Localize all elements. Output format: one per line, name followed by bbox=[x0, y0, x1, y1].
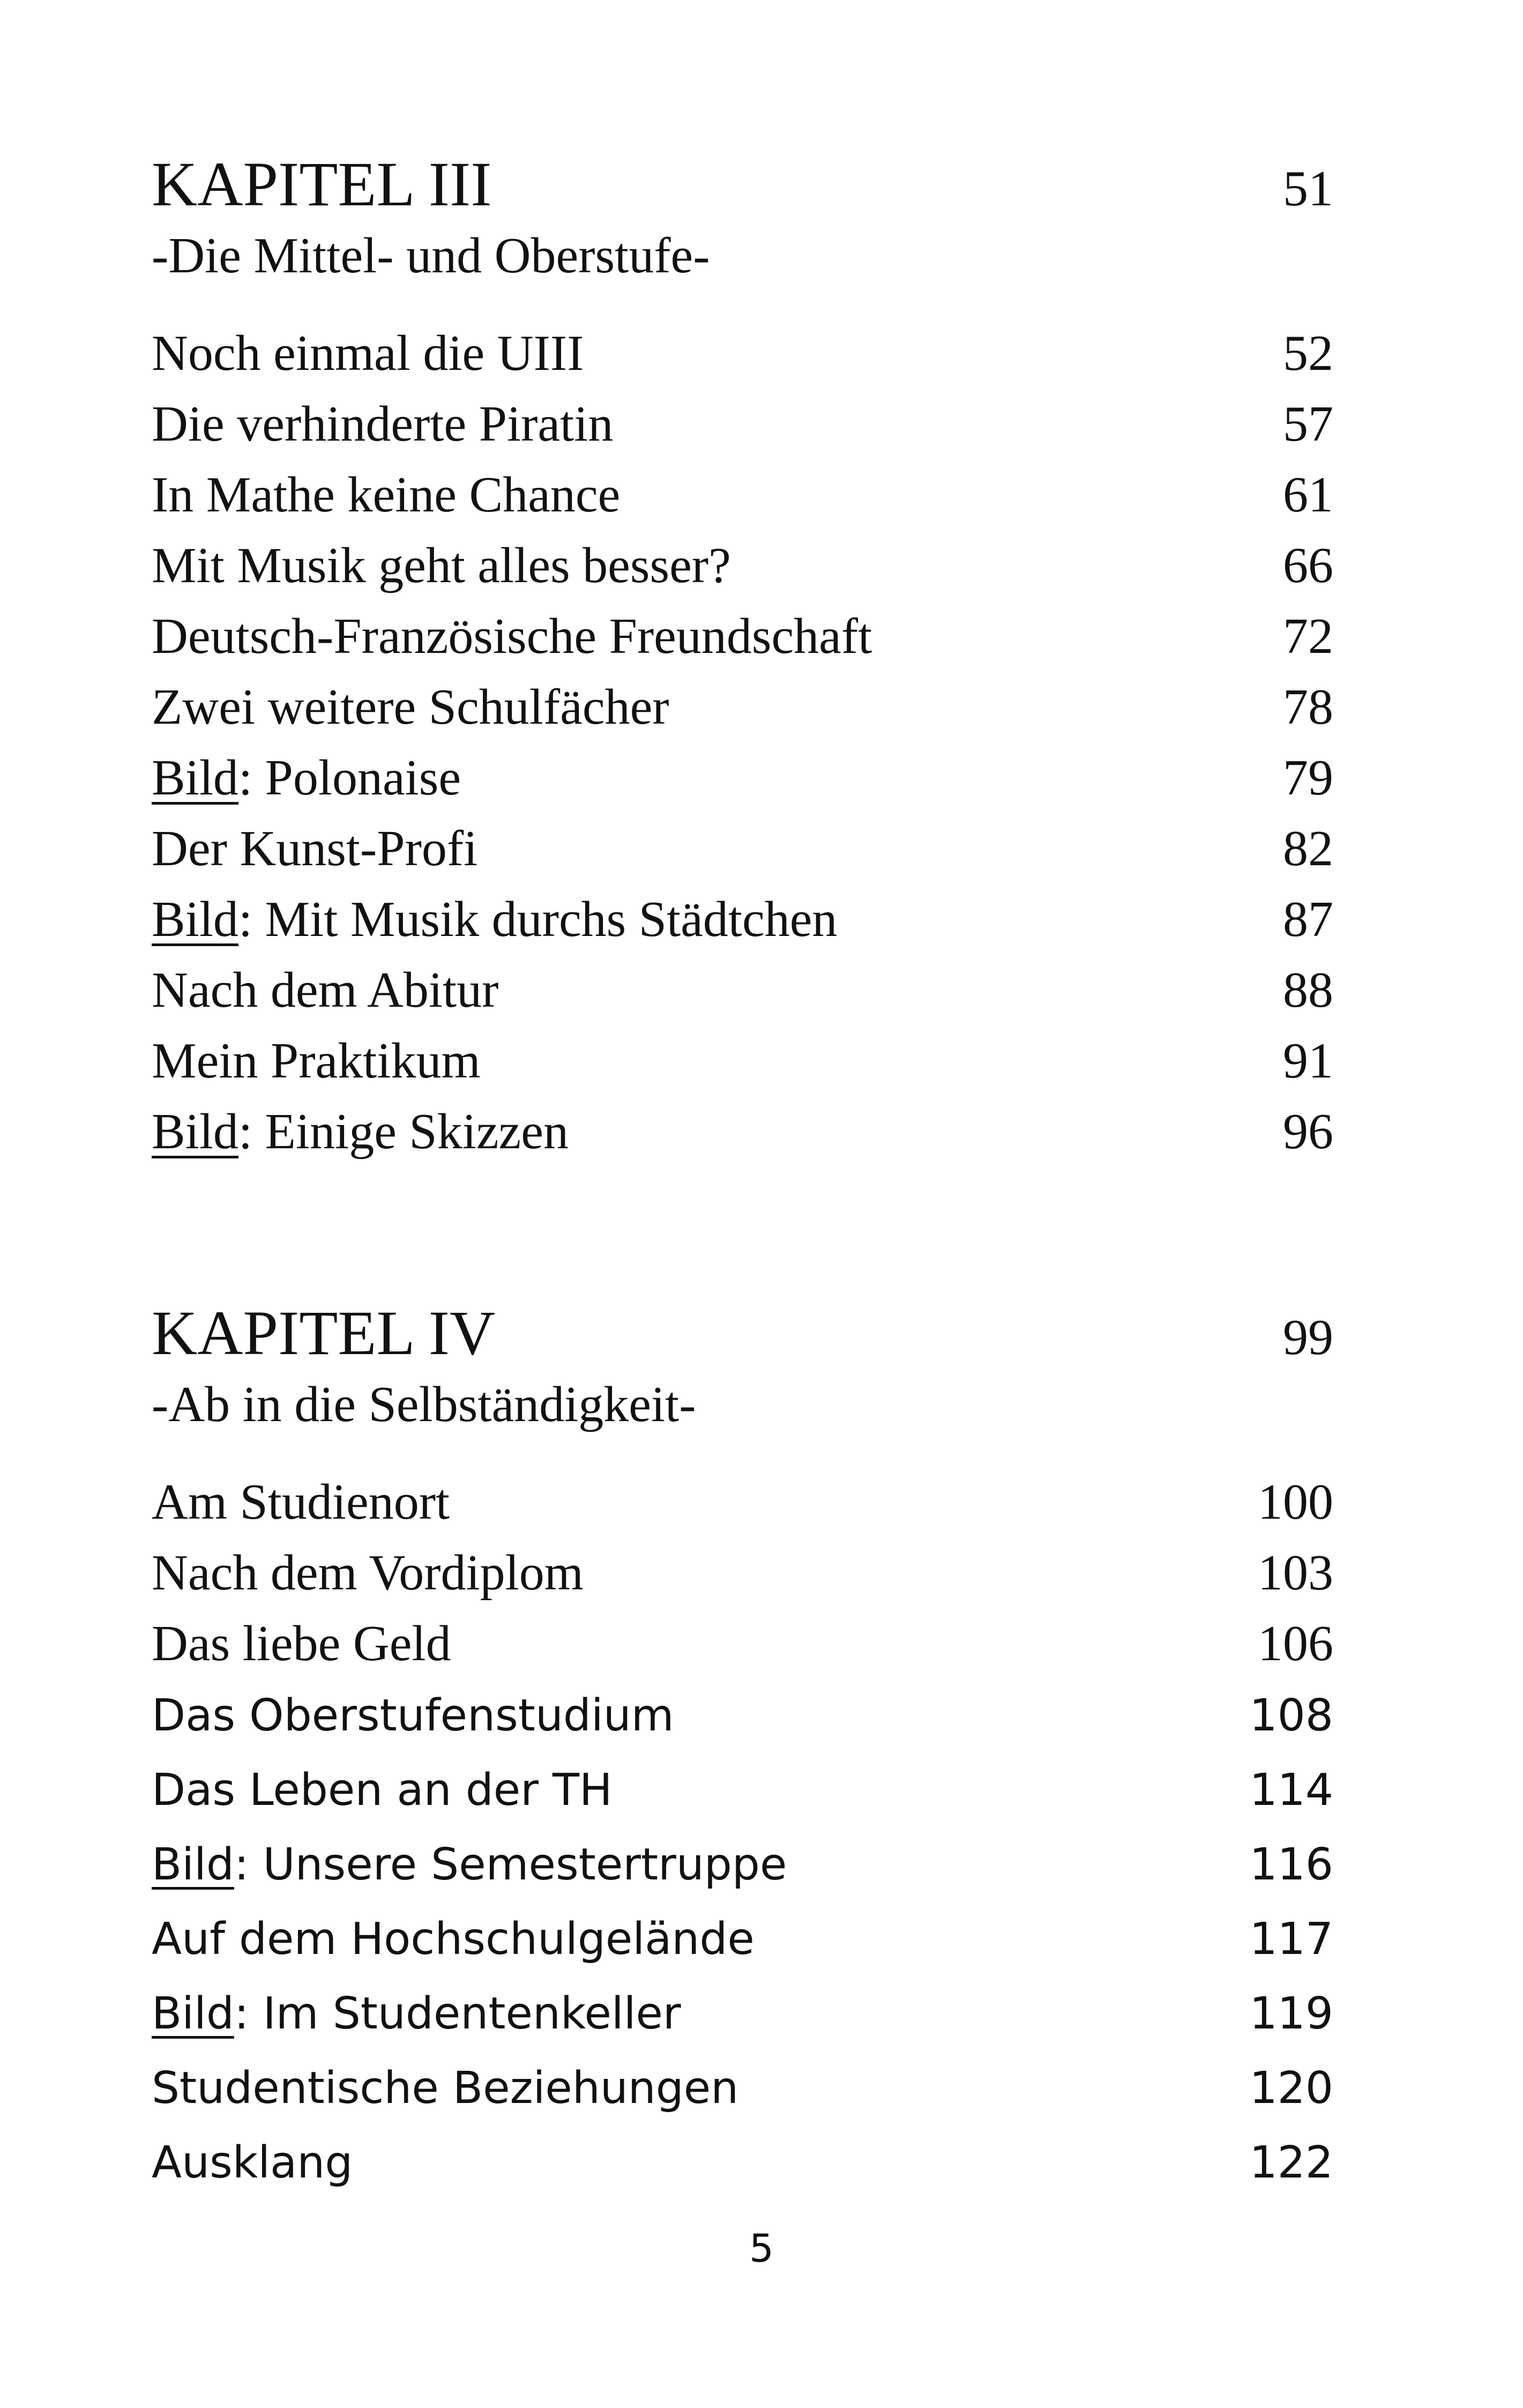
toc-entry-page: 88 bbox=[1283, 962, 1333, 1018]
toc-entry bbox=[152, 2063, 1333, 2114]
toc-entry-label: Das Leben an der TH bbox=[152, 1765, 613, 1816]
toc-entry-title bbox=[152, 1618, 451, 1669]
toc-entry bbox=[152, 540, 1333, 591]
toc-entry-label: : Mit Musik durchs Städtchen bbox=[238, 891, 838, 947]
toc-entry bbox=[152, 608, 1333, 664]
toc-entry-label: Die verhinderte Piratin bbox=[152, 396, 614, 452]
toc-entry bbox=[152, 679, 1333, 735]
toc-entry-page: 52 bbox=[1283, 325, 1333, 381]
page-number: 5 bbox=[749, 2226, 774, 2271]
toc-entry bbox=[152, 1765, 1333, 1816]
toc-entry-prefix: Bild bbox=[152, 1839, 234, 1890]
toc-entry bbox=[152, 1104, 1333, 1160]
toc-entry-title bbox=[152, 750, 461, 806]
toc-entry-label: Der Kunst-Profi bbox=[152, 821, 478, 876]
toc-entry-page: 117 bbox=[1249, 1914, 1333, 1965]
toc-entry bbox=[152, 962, 1333, 1018]
toc-entry bbox=[152, 325, 1333, 381]
toc-entry-title bbox=[152, 1104, 569, 1160]
toc-entry-label: : Einige Skizzen bbox=[238, 1104, 569, 1160]
toc-entry-page: 82 bbox=[1283, 821, 1333, 876]
toc-entry-prefix: Bild bbox=[152, 750, 238, 806]
toc-entry-page: 87 bbox=[1283, 891, 1333, 947]
toc-entry-page: 106 bbox=[1258, 1616, 1333, 1671]
toc-entry-title bbox=[152, 679, 669, 735]
toc-entry-label: Das Oberstufenstudium bbox=[152, 1690, 674, 1741]
toc-entry-page: 114 bbox=[1249, 1765, 1333, 1816]
chapter-page: 99 bbox=[1283, 1310, 1333, 1365]
toc-entry bbox=[152, 1033, 1333, 1089]
toc-entry bbox=[152, 1474, 1333, 1530]
toc-entry-label: Ausklang bbox=[152, 2137, 353, 2188]
chapter-subtitle: -Ab in die Selbständigkeit- bbox=[152, 1377, 696, 1432]
toc-entry-page: 57 bbox=[1283, 396, 1333, 452]
toc-entry-page: 122 bbox=[1249, 2137, 1333, 2188]
toc-entry bbox=[152, 396, 1333, 452]
toc-entry-prefix: Bild bbox=[152, 891, 238, 947]
toc-entry-label: Mein Praktikum bbox=[152, 1033, 481, 1089]
toc-entry-title bbox=[152, 1839, 787, 1890]
toc-entry-label: Studentische Beziehungen bbox=[152, 2063, 739, 2114]
chapter-title: KAPITEL IV bbox=[152, 1298, 496, 1368]
toc-entry bbox=[152, 1618, 1333, 1669]
toc-entry-label: In Mathe keine Chance bbox=[152, 467, 621, 523]
toc-entry-title bbox=[152, 325, 584, 381]
toc-entry-title bbox=[152, 962, 499, 1018]
toc-entry bbox=[152, 2137, 1333, 2188]
toc-entry bbox=[152, 891, 1333, 947]
toc-entry-title bbox=[152, 823, 477, 874]
toc-entry-page: 108 bbox=[1249, 1690, 1333, 1741]
toc-entry bbox=[152, 1690, 1333, 1741]
toc-entry-prefix: Bild bbox=[152, 1104, 238, 1160]
toc-entry-label: Das liebe Geld bbox=[152, 1616, 451, 1671]
toc-entry-title bbox=[152, 467, 621, 523]
toc-entry-title bbox=[152, 1690, 674, 1741]
chapter-subtitle: -Die Mittel- und Oberstufe- bbox=[152, 228, 710, 284]
toc-entry-page: 61 bbox=[1283, 467, 1333, 523]
toc-entry bbox=[152, 750, 1333, 806]
toc-entry bbox=[152, 1914, 1333, 1965]
toc-entry bbox=[152, 1988, 1333, 2039]
toc-entry-label: : Im Studentenkeller bbox=[234, 1988, 681, 2039]
toc-entry-page: 119 bbox=[1249, 1988, 1333, 2039]
toc-entry-page: 103 bbox=[1258, 1545, 1333, 1601]
toc-entry-title bbox=[152, 1914, 755, 1965]
toc-entry-title bbox=[152, 2063, 739, 2114]
toc-entry-title bbox=[152, 1765, 613, 1816]
toc-entry-title bbox=[152, 2137, 353, 2188]
chapter-heading-row bbox=[152, 1298, 1333, 1368]
toc-entry-page: 66 bbox=[1283, 538, 1333, 593]
toc-entry-label: Deutsch-Französische Freundschaft bbox=[152, 608, 872, 664]
toc-entry-label: Nach dem Abitur bbox=[152, 962, 499, 1018]
toc-entry-page: 96 bbox=[1283, 1104, 1333, 1160]
toc-entry-title bbox=[152, 1033, 481, 1089]
toc-entry-label: Auf dem Hochschulgelände bbox=[152, 1914, 755, 1965]
toc-entry-label: Mit Musik geht alles besser? bbox=[152, 538, 731, 593]
toc-entry-page: 116 bbox=[1249, 1839, 1333, 1890]
toc-entry-page: 72 bbox=[1283, 608, 1333, 664]
toc-entry-page: 78 bbox=[1283, 679, 1333, 735]
chapter-page: 51 bbox=[1283, 161, 1333, 217]
toc-entry-title bbox=[152, 1474, 450, 1530]
toc-entry-title bbox=[152, 396, 614, 452]
toc-entry-page: 79 bbox=[1283, 750, 1333, 806]
toc-entry bbox=[152, 1839, 1333, 1890]
toc-entry-title bbox=[152, 1545, 584, 1601]
chapter-title: KAPITEL III bbox=[152, 149, 492, 219]
chapter-heading-row bbox=[152, 149, 1333, 219]
toc-entry-page: 120 bbox=[1249, 2063, 1333, 2114]
toc-entry-label: : Polonaise bbox=[238, 750, 461, 806]
toc-entry-title bbox=[152, 540, 731, 591]
toc-entry-title bbox=[152, 608, 872, 664]
toc-entry-page: 91 bbox=[1283, 1033, 1333, 1089]
toc-entry-page: 100 bbox=[1258, 1474, 1333, 1530]
toc-entry bbox=[152, 467, 1333, 523]
toc-entry-prefix: Bild bbox=[152, 1988, 234, 2039]
toc-entry-label: : Unsere Semestertruppe bbox=[234, 1839, 787, 1890]
toc-entry-label: Zwei weitere Schulfächer bbox=[152, 679, 669, 735]
toc-entry bbox=[152, 823, 1333, 874]
toc-entry-label: Nach dem Vordiplom bbox=[152, 1545, 584, 1601]
toc-entry-label: Am Studienort bbox=[152, 1474, 450, 1530]
toc-entry-label: Noch einmal die UIII bbox=[152, 325, 584, 381]
toc-entry-title bbox=[152, 891, 838, 947]
toc-entry-title bbox=[152, 1988, 681, 2039]
toc-entry bbox=[152, 1545, 1333, 1601]
